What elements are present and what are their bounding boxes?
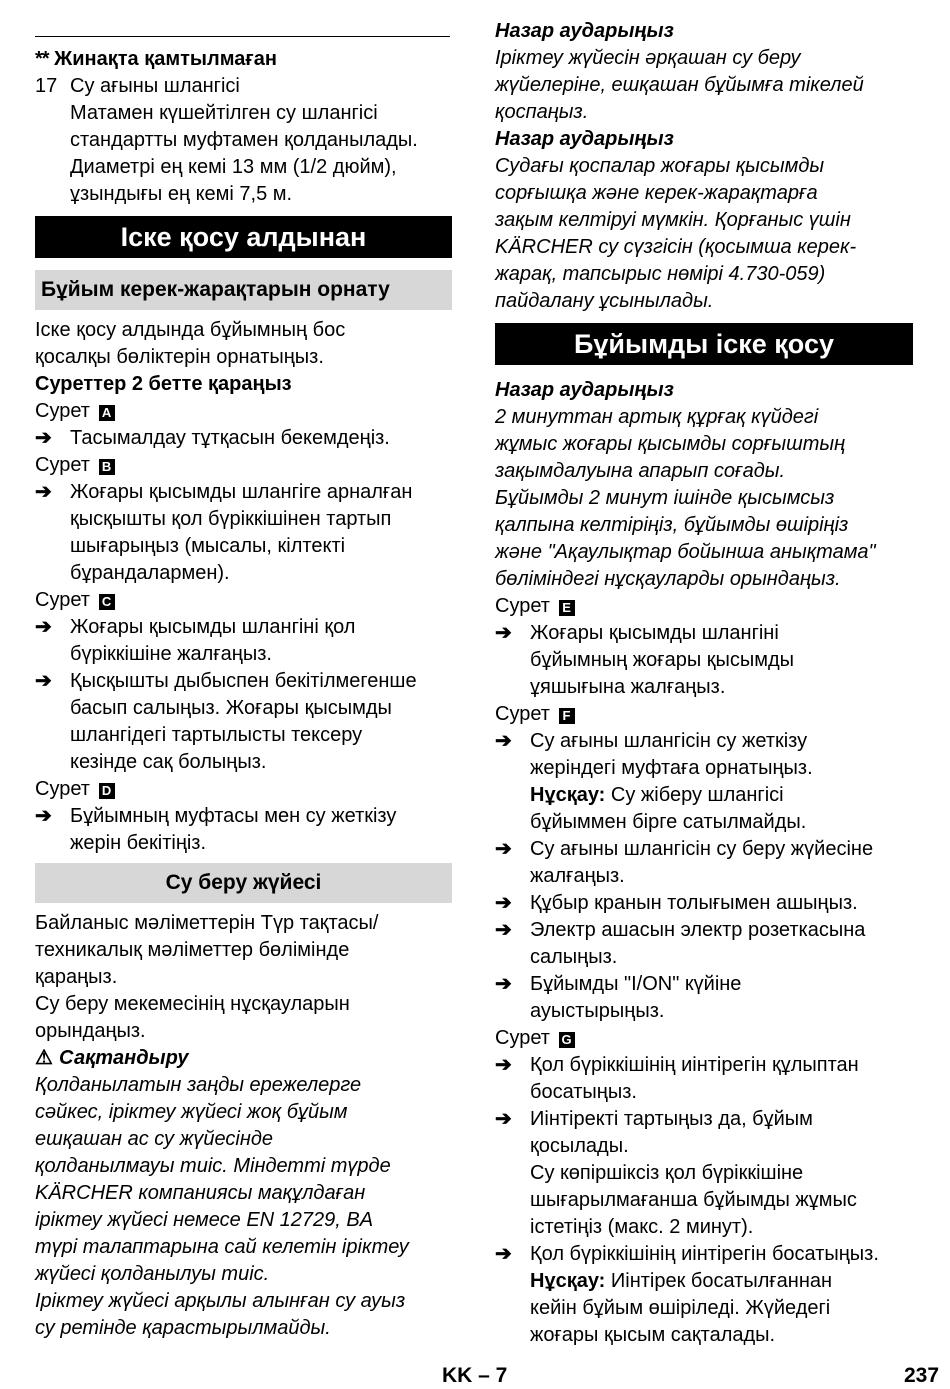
step (495, 836, 913, 890)
footnote-title: Жинақта қамтылмаған (54, 48, 277, 70)
figure-ref-f (495, 701, 913, 728)
step (495, 917, 913, 971)
figure-badge: B (99, 459, 115, 475)
step-line: Электр ашасын электр розеткасына (530, 919, 866, 941)
step (35, 614, 452, 668)
item-line: Матамен күшейтілген су шлангісі (70, 102, 378, 124)
figure-word: Сурет (35, 778, 90, 800)
caution-title: Сақтандыру (59, 1047, 189, 1069)
step (495, 971, 913, 1025)
item-line: ұзындығы ең кемі 7,5 м. (70, 183, 293, 205)
attention-heading: Назар аударыңыз (495, 128, 674, 150)
body-line: қосалқы бөліктерін орнатыңыз. (35, 346, 324, 368)
step-line: ауыстырыңыз. (530, 1000, 665, 1022)
step-line: қысқышты қол бүріккішінен тартып (70, 508, 392, 530)
attention-line: зақым келтіруі мүмкін. Қорғаныс үшін (495, 209, 851, 231)
footnote-rule (35, 36, 450, 37)
body-line: Су беру мекемесінің нұсқауларын (35, 993, 350, 1015)
figure-ref-a (35, 398, 452, 425)
subheading-water-supply: Су беру жүйесі (35, 863, 452, 903)
arrow-right-icon: ➔ (495, 973, 512, 995)
figure-ref-c (35, 587, 452, 614)
figure-word: Сурет (35, 589, 90, 611)
attention-line: жарақ, тапсырыс нөмірі 4.730-059) (495, 263, 826, 285)
step-line: жеріндегі муфтаға орнатыңыз. (530, 757, 813, 779)
attention-heading: Назар аударыңыз (495, 20, 674, 42)
figure-badge: D (99, 783, 115, 799)
arrow-right-icon: ➔ (495, 919, 512, 941)
item-number: 17 (35, 75, 58, 97)
page-number: 237 (904, 1364, 940, 1387)
arrow-right-icon: ➔ (35, 616, 52, 638)
arrow-right-icon: ➔ (495, 1054, 512, 1076)
body-line: орындаңыз. (35, 1020, 146, 1042)
attention-line: сорғышқа және керек-жарақтарға (495, 182, 818, 204)
note-text: бұйыммен бірге сатылмайды. (530, 811, 807, 833)
arrow-right-icon: ➔ (495, 1108, 512, 1130)
step-line: Қол бүріккішінің иінтірегін босатыңыз. (530, 1243, 879, 1265)
note-label: Нұсқау: (530, 1270, 606, 1292)
step-line: жалғаңыз. (530, 865, 625, 887)
step-line: Құбыр кранын толығымен ашыңыз. (530, 892, 858, 914)
subheading-mount-accessories: Бұйым керек-жарақтарын орнату (35, 270, 452, 310)
arrow-right-icon: ➔ (495, 892, 512, 914)
step (495, 1052, 913, 1106)
figure-ref-b (35, 452, 452, 479)
see-figures-note: Суреттер 2 бетте қараңыз (35, 373, 292, 395)
step (495, 620, 913, 701)
attention-line: және "Ақаулықтар бойынша анықтама" (495, 541, 876, 563)
figure-badge: C (99, 594, 115, 610)
step-line: Бұйымның муфтасы мен су жеткізу (70, 805, 397, 827)
caution-line: Қолданылатын заңды ережелерге (35, 1074, 362, 1096)
step-line: істетіңіз (макс. 2 минут). (530, 1216, 754, 1238)
item-line: Диаметрі ең кемі 13 мм (1/2 дюйм), (70, 156, 397, 178)
step-line: Бұйымды "I/ON" күйіне (530, 973, 742, 995)
figure-word: Сурет (35, 454, 90, 476)
attention-line: KÄRCHER су сүзгісін (қосымша керек- (495, 236, 857, 258)
step-line: бұйымның жоғары қысымды (530, 649, 795, 671)
step (35, 668, 452, 776)
step-line: ұяшығына жалғаңыз. (530, 676, 726, 698)
step-line: Қысқышты дыбыспен бекітілмегенше (70, 670, 417, 692)
figure-word: Сурет (495, 1027, 550, 1049)
footnote-heading (35, 46, 452, 73)
step (495, 1241, 913, 1349)
figure-ref-e (495, 593, 913, 620)
figure-word: Сурет (35, 400, 90, 422)
attention-line: Судағы қоспалар жоғары қысымды (495, 155, 825, 177)
caution-line: KÄRCHER компаниясы мақұлдаған (35, 1182, 366, 1204)
step (495, 890, 913, 917)
caution-line: іріктеу жүйесі немесе EN 12729, BA (35, 1209, 374, 1231)
step-line: босатыңыз. (530, 1081, 637, 1103)
caution-line: ешқашан ас су жүйесінде (35, 1128, 273, 1150)
attention-text (495, 45, 913, 126)
note-line (530, 1268, 913, 1295)
step (35, 803, 452, 857)
figure-badge: A (99, 405, 115, 421)
step (35, 425, 452, 452)
step-line: бүріккішіне жалғаңыз. (70, 643, 272, 665)
step-line: шлангідегі тартылысты тексеру (70, 724, 363, 746)
note-label: Нұсқау: (530, 784, 606, 806)
figure-ref-d (35, 776, 452, 803)
step-line: Иінтіректі тартыңыз да, бұйым (530, 1108, 813, 1130)
attention-line: қалпына келтіріңіз, бұйымды өшіріңіз (495, 514, 849, 536)
attention-line: зақымдалуына апарып соғады. (495, 460, 786, 482)
attention-line: Бұйымды 2 минут ішінде қысымсыз (495, 487, 835, 509)
warning-triangle-icon: ⚠ (35, 1047, 53, 1069)
list-item-17 (35, 73, 452, 208)
attention-line: пайдалану ұсынылады. (495, 290, 714, 312)
arrow-right-icon: ➔ (35, 805, 52, 827)
caution-line: түрі талаптарына сай келетін іріктеу (35, 1236, 409, 1258)
figure-word: Сурет (495, 703, 550, 725)
step-line: Жоғары қысымды шлангіні қол (70, 616, 356, 638)
caution-heading (35, 1045, 452, 1072)
step-line: Қол бүріккішінің иінтірегін құлыптан (530, 1054, 859, 1076)
attention-line: жүйелеріне, ешқашан бұйымға тікелей (495, 74, 864, 96)
body-line: қараңыз. (35, 966, 118, 988)
left-column (35, 18, 452, 1342)
caution-line: қолданылмауы тиіс. Міндетті түрде (35, 1155, 391, 1177)
step-line: басып салыңыз. Жоғары қысымды (70, 697, 392, 719)
attention-text (495, 153, 913, 315)
body-line: Байланыс мәліметтерін Түр тақтасы/ (35, 912, 379, 934)
step-line: бұрандалармен). (70, 562, 230, 584)
figure-badge: G (559, 1032, 575, 1048)
step (35, 479, 452, 587)
footnote-marker: ** (35, 48, 49, 70)
note-line (530, 782, 913, 809)
section-heading-before-start: Іске қосу алдынан (35, 216, 452, 258)
arrow-right-icon: ➔ (495, 1243, 512, 1265)
note-text: жоғары қысым сақталады. (530, 1324, 776, 1346)
attention-line: қоспаңыз. (495, 101, 589, 123)
figure-ref-g (495, 1025, 913, 1052)
step (495, 1106, 913, 1241)
step-line: кезінде сақ болыңыз. (70, 751, 267, 773)
body-line: техникалық мәліметтер бөлімінде (35, 939, 350, 961)
step-line: Жоғары қысымды шлангіні (530, 622, 779, 644)
step-line: Су көпіршіксіз қол бүріккішіне (530, 1162, 804, 1184)
note-text: Су жіберу шлангісі (605, 784, 784, 806)
step-line: салыңыз. (530, 946, 618, 968)
note-text: Иінтірек босатылғаннан (605, 1270, 833, 1292)
step-line: Су ағыны шлангісін су жеткізу (530, 730, 808, 752)
attention-heading: Назар аударыңыз (495, 379, 674, 401)
step-line: шығарыңыз (мысалы, кілтекті (70, 535, 346, 557)
step-line: Су ағыны шлангісін су беру жүйесіне (530, 838, 874, 860)
attention-text (495, 404, 913, 593)
attention-line: Іріктеу жүйесін әрқашан су беру (495, 47, 801, 69)
figure-badge: F (559, 708, 575, 724)
step-line: Жоғары қысымды шлангіге арналған (70, 481, 413, 503)
caution-line: жүйесі қолданылуы тиіс. (35, 1263, 270, 1285)
caution-line: Іріктеу жүйесі арқылы алынған су ауыз (35, 1290, 406, 1312)
attention-line: жұмыс жоғары қысымды сорғыштың (495, 433, 846, 455)
attention-line: 2 минуттан артық құрғақ күйдегі (495, 406, 819, 428)
figure-badge: E (559, 600, 575, 616)
step-line: қосылады. (530, 1135, 629, 1157)
step-line: шығарылмағанша бұйымды жұмыс (530, 1189, 857, 1211)
step (495, 728, 913, 836)
step-line: Тасымалдау тұтқасын бекемдеңіз. (70, 427, 390, 449)
arrow-right-icon: ➔ (495, 730, 512, 752)
item-text (70, 73, 452, 208)
attention-line: бөліміндегі нұсқауларды орындаңыз. (495, 568, 841, 590)
arrow-right-icon: ➔ (35, 670, 52, 692)
right-column (495, 18, 913, 1349)
caution-text (35, 1072, 452, 1342)
body-line: Іске қосу алдында бұйымның бос (35, 319, 346, 341)
page-label: KK – 7 (442, 1364, 508, 1387)
caution-line: сәйкес, іріктеу жүйесі жоқ бұйым (35, 1101, 348, 1123)
section-heading-start-operation: Бұйымды іске қосу (495, 323, 913, 365)
item-line: Су ағыны шлангісі (70, 75, 240, 97)
figure-word: Сурет (495, 595, 550, 617)
arrow-right-icon: ➔ (495, 622, 512, 644)
caution-line: су ретінде қарастырылмайды. (35, 1317, 331, 1339)
arrow-right-icon: ➔ (35, 481, 52, 503)
note-text: кейін бұйым өшіріледі. Жүйедегі (530, 1297, 831, 1319)
item-line: стандартты муфтамен қолданылады. (70, 129, 418, 151)
step-line: жерін бекітіңіз. (70, 832, 207, 854)
arrow-right-icon: ➔ (495, 838, 512, 860)
arrow-right-icon: ➔ (35, 427, 52, 449)
